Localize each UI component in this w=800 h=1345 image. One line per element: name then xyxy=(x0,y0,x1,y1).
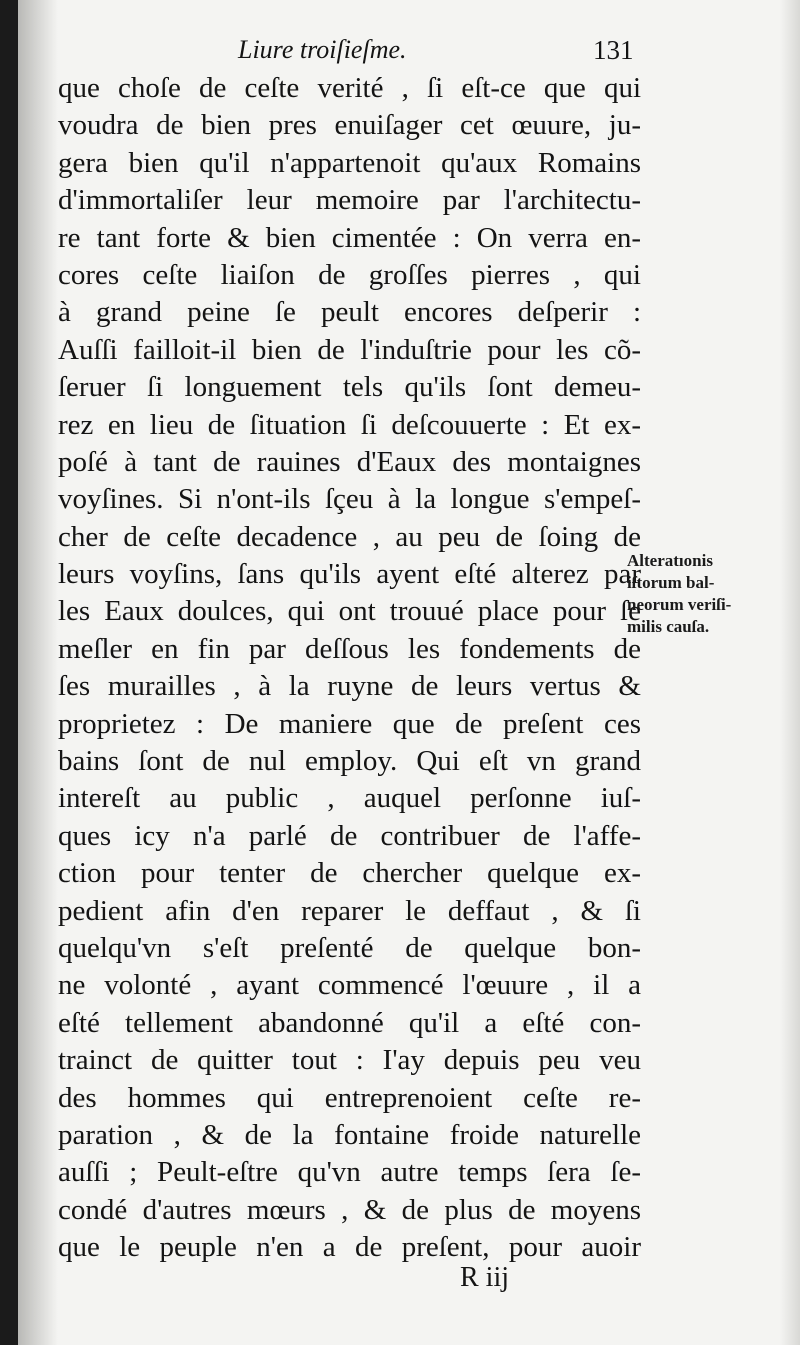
book-page xyxy=(18,0,800,1345)
page-number: 131 xyxy=(593,35,634,65)
text-line: que choſe de ceſte verité , ſi eſt-ce que qui xyxy=(58,72,641,104)
text-line: voudra de bien pres enuiſager cet œuure, ju- xyxy=(58,109,641,142)
text-line: leurs voyſins, ſans qu'ils ayent eſté alterez par xyxy=(58,558,641,591)
text-line: re tant forte & bien cimentée : On verra en- xyxy=(58,221,641,254)
page-header xyxy=(18,35,800,69)
text-line: poſé à tant de rauines d'Eaux des montaignes xyxy=(58,445,641,478)
text-line: auſſi ; Peult-eſtre qu'vn autre temps ſera ſe- xyxy=(58,1156,641,1189)
gutter-shadow xyxy=(18,0,58,1345)
text-line: que le peuple n'en a de preſent, pour auoir xyxy=(58,1231,641,1264)
signature-mark: R iij xyxy=(460,1262,510,1293)
running-title: Liure troiſieſme. xyxy=(238,35,407,64)
text-line: gera bien qu'il n'appartenoit qu'aux Romains xyxy=(58,146,641,179)
text-line: ction pour tenter de chercher quelque ex- xyxy=(58,857,641,890)
marginal-note-line: iſtorum bal- xyxy=(627,573,715,592)
text-line: d'immortaliſer leur memoire par l'architectu- xyxy=(58,184,641,217)
text-line: cores ceſte liaiſon de groſſes pierres , qui xyxy=(58,258,641,291)
text-line: pedient afin d'en reparer le deffaut , & ſi xyxy=(58,894,641,927)
text-line: des hommes qui entreprenoient ceſte re- xyxy=(58,1081,641,1114)
text-line: trainct de quitter tout : I'ay depuis peu veu xyxy=(58,1044,641,1077)
text-line: intereſt au public , auquel perſonne iuſ- xyxy=(58,782,641,815)
text-line: les Eaux doulces, qui ont trouué place pour ſe xyxy=(58,595,641,628)
text-line: rez en lieu de ſituation ſi deſcouuerte : Et ex- xyxy=(58,408,641,441)
marginal-note-line: Alteratıonis xyxy=(627,551,713,570)
text-line: quelqu'vn s'eſt preſenté de quelque bon- xyxy=(58,931,641,964)
text-line: à grand peine ſe peult encores deſperir : xyxy=(58,296,641,329)
page-edge-shadow xyxy=(780,0,800,1345)
marginal-note xyxy=(627,550,787,638)
text-line: ſes murailles , à la ruyne de leurs vertus & xyxy=(58,670,641,703)
text-line: bains ſont de nul employ. Qui eſt vn grand xyxy=(58,745,641,778)
text-line: eſté tellement abandonné qu'il a eſté con- xyxy=(58,1006,641,1039)
body-text xyxy=(58,70,641,1267)
text-line: ques icy n'a parlé de contribuer de l'affe- xyxy=(58,819,641,852)
text-line: voyſines. Si n'ont-ils ſçeu à la longue s'empeſ- xyxy=(58,483,641,516)
text-line: meſler en fin par deſſous les fondements de xyxy=(58,632,641,665)
text-line: ſeruer ſi longuement tels qu'ils ſont demeu- xyxy=(58,371,641,404)
text-line: Auſſi failloit-il bien de l'induſtrie pour les cõ- xyxy=(58,333,641,366)
text-line: ne volonté , ayant commencé l'œuure , il a xyxy=(58,969,641,1002)
marginal-note-line: neorum veriſi- xyxy=(627,595,732,614)
marginal-note-line: milis cauſa. xyxy=(627,617,710,636)
text-line: proprietez : De maniere que de preſent ces xyxy=(58,707,641,740)
text-line: condé d'autres mœurs , & de plus de moyens xyxy=(58,1193,641,1226)
text-line: paration , & de la fontaine froide naturelle xyxy=(58,1118,641,1151)
text-line: cher de ceſte decadence , au peu de ſoing de xyxy=(58,520,641,553)
